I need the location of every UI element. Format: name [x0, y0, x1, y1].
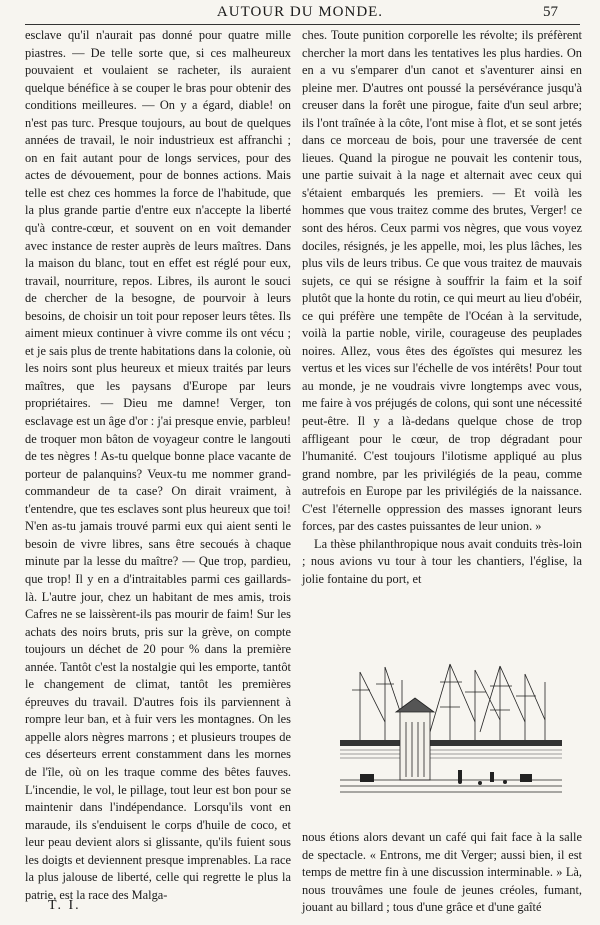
page-number: 57 — [543, 4, 558, 20]
left-column — [25, 27, 291, 904]
header-rule — [25, 24, 580, 25]
right-column-text-1: ches. Toute punition corporelle les révolte; ils préfèrent chercher la mort dans les tentatives les plus hardies. On en a vu s'emparer d'un canot et s'aventurer ainsi en pleine mer. D'autres ont poussé la persévérance jusqu'à creuser dans la forêt une pirogue, faite d'un seul arbre; ils l'ont traînée à la côte, l'ont mise à flot, et se sont jetés dans ce morceau de bois, pour une traversée de cent lieues. Quand la pirogue ne pouvait les contenir tous, une partie suivait à la nage et alternait avec ceux qui s'étaient embarqués les premiers. — Et voilà les hommes que vous traitez comme des brutes, Verger! ce sont des héros. Ceux parmi vos nègres, que vous voyez dociles, résignés, je les appelle, moi, les plus lâches, les plus vils de leurs tribus. Ce que vous traitez de mauvais sujets, ce qui se résigne à souffrir la faim et la soif plutôt que la honte du rotin, ce qui meurt au lieu d'obéir, ce qui préfère une tempête de l'Océan à la servitude, voilà la partie noble, virile, courageuse des peuplades noires. Allez, vous êtes des égoïstes qui mesurez les vertus et les vices sur l'échelle de vos intérêts! Pour tout au monde, je ne voudrais vivre longtemps avec vous, me faire à vos préjugés de colons, qui sont une nécessité peut-être. Il y a là-dedans quelque chose de trop affligeant pour le cœur, de trop dégradant pour l'humanité. C'est toujours l'ilotisme appliqué au plus grand nombre, par les privilégiés de la peau, comme autrefois en Europe par les privilégiés de la naissance. C'est l'éternelle oppression des masses ignorant leurs forces, par des castes puissantes de leur union. » — [302, 28, 582, 534]
right-column-text-3: nous étions alors devant un café qui fait face à la salle de spectacle. « Entrons, me dit Verger; aussi bien, il est temps de mettre fin à une discussion interminable. » Là, nous trouvâmes une foule de jeunes créoles, fumant, jouant au billard ; tous d'une grâce et d'une gaîté — [302, 830, 582, 915]
right-column — [302, 27, 582, 915]
left-column-text: esclave qu'il n'aurait pas donné pour quatre mille piastres. — De telle sorte que, si ces malheureux pouvaient et voulaient se racheter, ils auraient quelque bénéfice à se couper le bras pour obtenir des conditions meilleures. — On y a égard, diable! on n'est pas turc. Presque toujours, au bout de quelques années de travail, le noir industrieux est affranchi ; on en fait autant pour de longs services, pour des actes de dévouement, pour de bonnes actions. Mais telle est chez ces hommes la force de l'habitude, que la plus grande partie d'entre eux n'accepte la liberté qu'à contre-cœur, et souvent on en voit demander avec instance de rester auprès de leurs maîtres. Dans la maison du blanc, tout en effet est réglé pour eux, travail, nourriture, repos. Libres, ils auront le souci de chercher de la besogne, de pourvoir à leurs besoins, de choisir un toit pour reposer leurs têtes. Ils aiment mieux continuer à vivre comme ils ont vécu ; et je sais plus de trente habitations dans la colonie, où les noirs sont plus heureux et mieux traités par leurs maîtres, que les paysans d'Europe par leurs propriétaires. — Dieu me damne! Verger, ton esclavage est un âge d'or : j'ai presque envie, parbleu! de troquer mon bâton de voyageur contre le langouti de tes nègres ! As-tu quelque bonne place vacante de porteur de palanquins? Veux-tu me nommer grand-commandeur de ta case? On dirait vraiment, à t'entendre, que tes esclaves sont plus heureux que toi! N'en as-tu jamais trouvé parmi eux qui aient senti le besoin de vivre libres, sans être secoués à chaque minute par la lesse du maître? — Que trop, pardieu, que trop! Il y en a d'intraitables parmi ces gaillards-là. L'autre jour, chez un habitant de mes amis, trois Cafres ne se laissèrent-ils pas mourir de faim! Sur les achats des noirs bruts, pris sur la grève, on compte toujours un déchet de 20 pour % dans la première année. Tantôt c'est la nostalgie qui les emporte, tantôt le changement de climat, tantôt les premières épreuves du travail. D'autres fois ils parviennent à rompre leur ban, et à fuir vers les montagnes. On les appelle alors nègres marrons ; et plusieurs troupes de ces déserteurs errent constamment dans les mornes de l'île, où on les traque comme des bêtes fauves. L'incendie, le vol, le pillage, tout leur est bon pour se maintenir dans l'indépendance. Lorsqu'ils vont en maraude, ils s'enduisent le corps d'huile de coco, et leur peau devient alors si glissante, qu'ils fuient sous les doigts et deviennent presque imprenables. La race la plus jalouse de liberté, celle qui regrette le plus la patrie, est la race des Malga- — [25, 28, 291, 902]
signature-mark: T. I. — [48, 898, 81, 913]
right-column-text-2: La thèse philanthropique nous avait conduits très-loin ; nous avions vu tour à tour les chantiers, l'église, la jolie fontaine du port, et — [302, 536, 582, 586]
harbor-engraving-illustration — [340, 662, 562, 802]
running-title: AUTOUR DU MONDE. — [216, 4, 384, 20]
